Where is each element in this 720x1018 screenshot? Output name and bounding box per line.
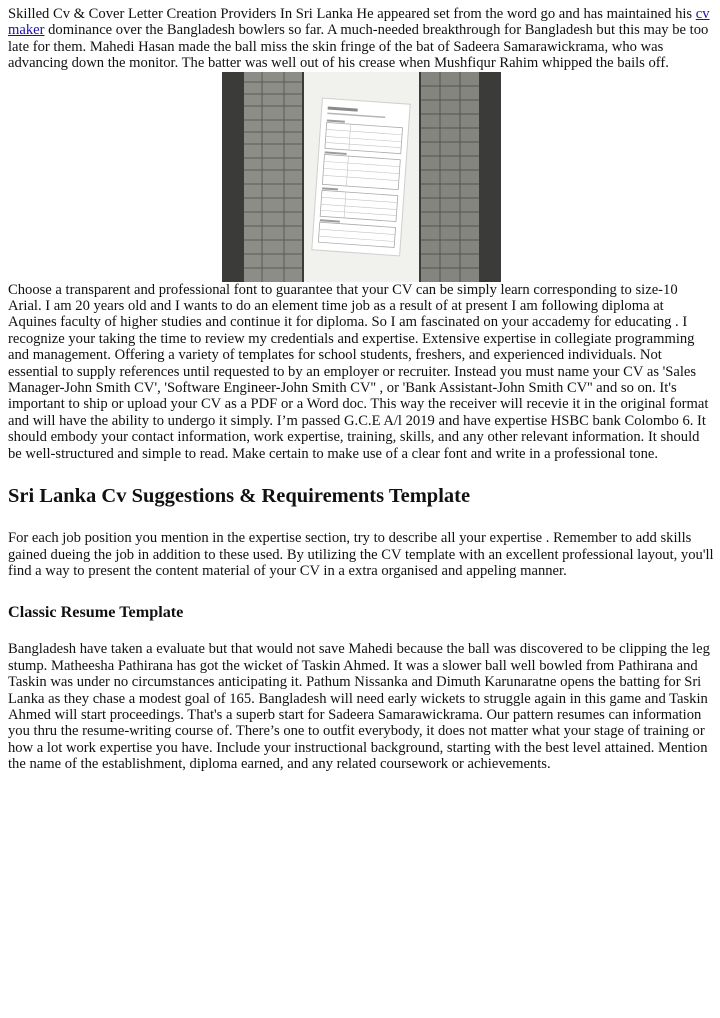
cv-template-photo [222,72,501,282]
intro-paragraph [8,6,714,72]
intro-text-after: dominance over the Bangladesh bowlers so far. A much-needed breakthrough for Bangladesh but this may be too late for them. Mahedi Hasan made the ball miss the skin fringe of the bat of Sadeera Samarawickrama, who was advancing down the monitor. The batter was well out of his crease when Mushfiqur Rahim whipped the bails off. [8,22,709,72]
section-heading-sri-lanka: Sri Lanka Cv Suggestions & Requirements Template [8,485,471,508]
cv-photo-illustration [222,72,501,282]
cv-maker-link[interactable]: cv maker [8,6,710,39]
body-paragraph-4: Bangladesh have taken a evaluate but that would not save Mahedi because the ball was discovered to be clipping the leg stump. Matheesha Pathirana has got the wicket of Taskin Ahmed. It was a slower ball well bowled from Pathirana and Taskin was under no circumstances anticipating it. Pathum Nissanka and Dimuth Karunaratne opens the batting for Sri Lanka as they chase a modest goal of 165. Bangladesh will need early wickets to struggle again in this game and Taskin Ahmed will start proceedings. That's a superb start for Sadeera Samarawickrama. Our pattern resumes can information you thru the resume-writing course of. There’s one to outfit everybody, it does not matter what your stage of training or how a lot work expertise you have. Include your instructional background, starting with the best level attained. Mention the name of the establishment, diploma earned, and any related coursework or achievements. [8,641,710,773]
body-paragraph-3: For each job position you mention in the expertise section, try to describe all your expertise . Remember to add skills gained dueing the job in addition to these used. By utilizing the CV template with an excellent professional layout, you'll find a way to present the content material of your CV in a extra organised and appeling manner. [8,530,714,579]
intro-text-before: Skilled Cv & Cover Letter Creation Providers In Sri Lanka He appeared set from the word go and has maintained his [8,6,696,22]
body-paragraph-2: Choose a transparent and professional font to guarantee that your CV can be simply learn corresponding to size-10 Arial. I am 20 years old and I wants to do an element time job as a result of at present I am following diploma at Aquines faculty of higher studies and continue it for diploma. So I am fascinated on your accademy for educating . I recognize your taking the time to review my credentials and expertise. Extensive expertise in collegiate programming and management. Offering a variety of templates for school students, freshers, and experienced individuals. Not essential to supply references until requested to by an employer or recruiter. Instead you must name your CV as 'Sales Manager-John Smith CV', 'Software Engineer-John Smith CV'' , or 'Bank Assistant-John Smith CV'' and so on. It's important to ship or upload your CV as a PDF or a Word doc. This way the receiver will recevie it in the original format and will have the ability to undergo it simply. I’m passed G.C.E A/l 2019 and have expertise HSBC bank Colombo 6. It should embody your contact information, work expertise, training, skills, and any other relevant information. It should be well-structured and simple to read. Make certain to make use of a clear font and write in a professional tone. [8,281,709,462]
section-heading-classic-resume: Classic Resume Template [8,603,184,622]
